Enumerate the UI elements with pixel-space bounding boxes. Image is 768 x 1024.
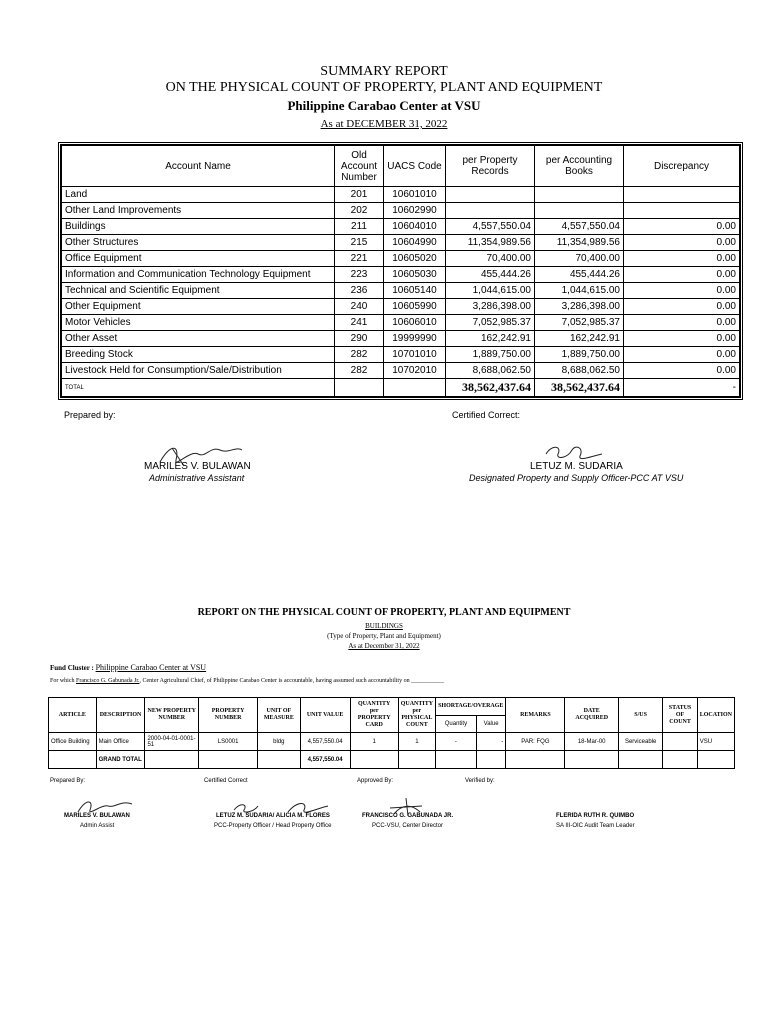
as-at-date: As at DECEMBER 31, 2022	[320, 118, 448, 130]
grand-total-label: GRAND TOTAL	[96, 751, 145, 769]
col-old-account: Old Account Number	[335, 146, 384, 187]
h-article: ARTICLE	[49, 698, 97, 733]
table-row: Motor Vehicles 241 10606010 7,052,985.37 7,052,985.37 0.00	[62, 315, 740, 331]
col-uacs: UACS Code	[384, 146, 446, 187]
table-row: Breeding Stock 282 10701010 1,889,750.00 1,889,750.00 0.00	[62, 347, 740, 363]
footer-name-1: MARILES V. BULAWAN	[64, 813, 130, 819]
h-qty-phys: QUANTITY per PHYSICAL COUNT	[398, 698, 435, 733]
total-discrepancy: -	[624, 379, 740, 397]
h-new-prop: NEW PROPERTY NUMBER	[145, 698, 199, 733]
prepared-by-label: Prepared by:	[64, 410, 116, 420]
footer-title-1: Admin Assist	[80, 823, 115, 829]
table-row: Other Structures 215 10604990 11,354,989.56 11,354,989.56 0.00	[62, 235, 740, 251]
h-remarks: REMARKS	[506, 698, 565, 733]
certified-label: Certified Correct:	[452, 410, 521, 420]
certifier-name: LETUZ M. SUDARIA	[530, 461, 623, 472]
table-row: Buildings 211 10604010 4,557,550.04 4,557,550.04 0.00	[62, 219, 740, 235]
footer-prepared: Prepared By:	[50, 778, 86, 784]
col-account-name: Account Name	[62, 146, 335, 187]
table-row: Land 201 10601010	[62, 187, 740, 203]
grand-total-row	[49, 751, 735, 769]
table-row: Information and Communication Technology Equipment 223 10605030 455,444.26 455,444.26 0.00	[62, 267, 740, 283]
report-subtitle: ON THE PHYSICAL COUNT OF PROPERTY, PLANT AND EQUIPMENT	[165, 80, 603, 95]
h-location: LOCATION	[697, 698, 734, 733]
footer-name-3: FRANCISCO G. GABUNADA JR.	[362, 813, 454, 819]
h-date: DATE ACQUIRED	[565, 698, 619, 733]
report2-title: REPORT ON THE PHYSICAL COUNT OF PROPERTY, PLANT AND EQUIPMENT	[197, 607, 571, 618]
h-sus: S/US	[619, 698, 663, 733]
table-row: Office Equipment 221 10605020 70,400.00 70,400.00 0.00	[62, 251, 740, 267]
certifier-title: Designated Property and Supply Officer-PCC AT VSU	[469, 473, 684, 483]
footer-name-2: LETUZ M. SUDARIA/ ALICIA M. FLORES	[216, 813, 330, 819]
report2-as-at: As at December 31, 2022	[348, 642, 420, 650]
h-qty-card: QUANTITY per PROPERTY CARD	[350, 698, 398, 733]
col-per-accounting: per Accounting Books	[535, 146, 624, 187]
h-quantity: Quantity	[436, 716, 477, 733]
col-discrepancy: Discrepancy	[624, 146, 740, 187]
footer-certified: Certified Correct	[204, 778, 248, 784]
accountability-line: For which Francisco G. Gabunada Jr., Center Agricultural Chief, of Philippine Carabao Center is accountable, having assumed such accountability on ___________	[50, 678, 445, 684]
preparer-name: MARILES V. BULAWAN	[144, 461, 251, 472]
h-shortage: SHORTAGE/OVERAGE	[436, 698, 506, 716]
total-label: TOTAL	[62, 379, 335, 397]
footer-approved: Approved By:	[357, 778, 394, 784]
total-accounting: 38,562,437.64	[535, 379, 624, 397]
table-row: Other Asset 290 19999990 162,242.91 162,242.91 0.00	[62, 331, 740, 347]
agency-name: Philippine Carabao Center at VSU	[287, 98, 481, 113]
h-description: DESCRIPTION	[96, 698, 145, 733]
summary-table	[58, 142, 743, 400]
table-row: Technical and Scientific Equipment 236 10605140 1,044,615.00 1,044,615.00 0.00	[62, 283, 740, 299]
grand-total-value: 4,557,550.04	[300, 751, 350, 769]
preparer-title: Administrative Assistant	[149, 473, 245, 483]
footer-title-2: PCC-Property Officer / Head Property Office	[214, 823, 332, 829]
h-unit: UNIT OF MEASURE	[258, 698, 300, 733]
table-row: Other Equipment 240 10605990 3,286,398.00 3,286,398.00 0.00	[62, 299, 740, 315]
table-row: Office Building Main Office 2000-04-01-0001-51 LS0001 bldg 4,557,550.04 1 1 - - PAR: FQG 18-Mar-00 Serviceable VSU	[49, 733, 735, 751]
footer-verified: Verified by:	[465, 778, 495, 784]
footer-title-3: PCC-VSU, Center Director	[372, 823, 444, 829]
h-status: STATUS OF COUNT	[663, 698, 697, 733]
table-row: Other Land Improvements 202 10602990	[62, 203, 740, 219]
inventory-table	[48, 697, 735, 769]
h-unit-value: UNIT VALUE	[300, 698, 350, 733]
report-title: SUMMARY REPORT	[320, 64, 448, 79]
total-property: 38,562,437.64	[446, 379, 535, 397]
total-row	[62, 379, 740, 397]
report2-type: BUILDINGS	[365, 622, 403, 630]
h-value: Value	[476, 716, 506, 733]
footer-name-4: FLERIDA RUTH R. QUIMBO	[556, 813, 635, 819]
table-row: Livestock Held for Consumption/Sale/Distribution 282 10702010 8,688,062.50 8,688,062.50 0.00	[62, 363, 740, 379]
fund-cluster: Fund Cluster : Philippine Carabao Center at VSU	[50, 663, 207, 672]
col-per-property: per Property Records	[446, 146, 535, 187]
h-prop-num: PROPERTY NUMBER	[199, 698, 258, 733]
report2-type-caption: (Type of Property, Plant and Equipment)	[327, 632, 441, 640]
footer-title-4: SA III-OIC Audit Team Leader	[556, 823, 635, 829]
